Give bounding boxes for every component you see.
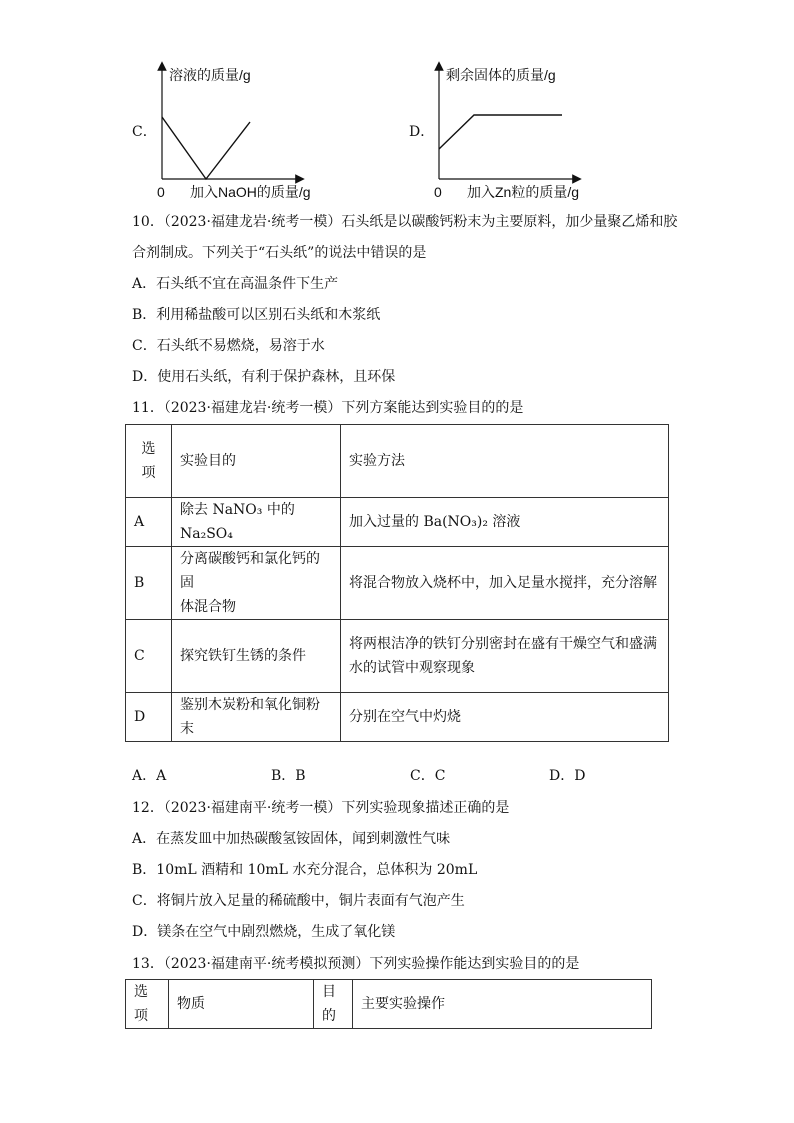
q11-row-goal: 鉴别木炭粉和氧化铜粉末 (172, 693, 341, 742)
table-row (126, 620, 669, 693)
q10-stem-line1: 10．（2023·福建龙岩·统考一模）石头纸是以碳酸钙粉末为主要原料，加少量聚乙烯和胶 (132, 214, 678, 230)
q11-row-method: 将两根洁净的铁钉分别密封在盛有干燥空气和盛满 水的试管中观察现象 (341, 620, 669, 693)
q11-table (125, 424, 669, 742)
q12-stem: 12．（2023·福建南平·统考一模）下列实验现象描述正确的是 (132, 800, 510, 816)
q11-answer-d: D．D (549, 768, 586, 784)
chart-d (427, 60, 627, 200)
q12-option-b: B．10mL 酒精和 10mL 水充分混合，总体积为 20mL (132, 862, 478, 878)
chart-c-option-label: C． (132, 124, 157, 140)
chart-c-ylabel: 溶液的质量/g (169, 67, 251, 83)
q11-row-key: B (126, 547, 172, 620)
q13-table (125, 979, 652, 1029)
chart-d-origin: 0 (434, 184, 442, 200)
q10-option-c: C．石头纸不易燃烧，易溶于水 (132, 338, 325, 354)
q11-answer-a: A．A (132, 768, 167, 784)
q11-row-goal: 除去 NaNO₃ 中的 Na₂SO₄ (172, 498, 341, 547)
q13-stem: 13．（2023·福建南平·统考模拟预测）下列实验操作能达到实验目的的是 (132, 956, 580, 972)
table-row (126, 693, 669, 742)
q12-option-a: A．在蒸发皿中加热碳酸氢铵固体，闻到刺激性气味 (132, 831, 451, 847)
q11-row-key: C (126, 620, 172, 693)
chart-c-curve (162, 117, 250, 179)
chart-c-origin: 0 (157, 184, 165, 200)
q13-header-option: 选项 (126, 980, 169, 1029)
q11-stem: 11．（2023·福建龙岩·统考一模）下列方案能达到实验目的的是 (132, 400, 524, 416)
table-row (126, 547, 669, 620)
q12-option-d: D．镁条在空气中剧烈燃烧，生成了氧化镁 (132, 924, 396, 940)
q10-option-b: B．利用稀盐酸可以区别石头纸和木浆纸 (132, 307, 381, 323)
q11-row-key: A (126, 498, 172, 547)
q11-header-col2: 实验目的 (172, 425, 341, 498)
q11-row-key: D (126, 693, 172, 742)
q13-header-purpose: 目的 (314, 980, 353, 1029)
q11-answer-c: C．C (410, 768, 446, 784)
q11-header-col1: 选 项 (126, 425, 172, 498)
q11-table-header (126, 425, 669, 498)
q13-header-substance: 物质 (169, 980, 314, 1029)
chart-d-ylabel: 剩余固体的质量/g (446, 67, 556, 83)
q10-stem-line2: 合剂制成。下列关于“石头纸”的说法中错误的是 (132, 245, 427, 261)
chart-d-xlabel: 加入Zn粒的质量/g (467, 184, 580, 200)
q11-row-goal: 分离碳酸钙和氯化钙的固 体混合物 (172, 547, 341, 620)
q11-answer-b: B．B (271, 768, 306, 784)
q10-option-a: A．石头纸不宜在高温条件下生产 (132, 276, 339, 292)
q12-option-c: C．将铜片放入足量的稀硫酸中，铜片表面有气泡产生 (132, 893, 465, 909)
q13-header-operation: 主要实验操作 (353, 980, 652, 1029)
q11-header-col3: 实验方法 (341, 425, 669, 498)
q11-row-method: 加入过量的 Ba(NO₃)₂ 溶液 (341, 498, 669, 547)
chart-c-xlabel: 加入NaOH的质量/g (190, 184, 311, 200)
q11-row-goal: 探究铁钉生锈的条件 (172, 620, 341, 693)
table-row (126, 498, 669, 547)
chart-d-curve (439, 115, 562, 149)
q11-row-method: 将混合物放入烧杯中，加入足量水搅拌，充分溶解 (341, 547, 669, 620)
chart-d-option-label: D． (409, 124, 435, 140)
q10-option-d: D．使用石头纸，有利于保护森林，且环保 (132, 369, 396, 385)
chart-c (150, 60, 350, 200)
q11-answer-options (132, 766, 692, 786)
q13-table-header (126, 980, 652, 1029)
q11-row-method: 分别在空气中灼烧 (341, 693, 669, 742)
